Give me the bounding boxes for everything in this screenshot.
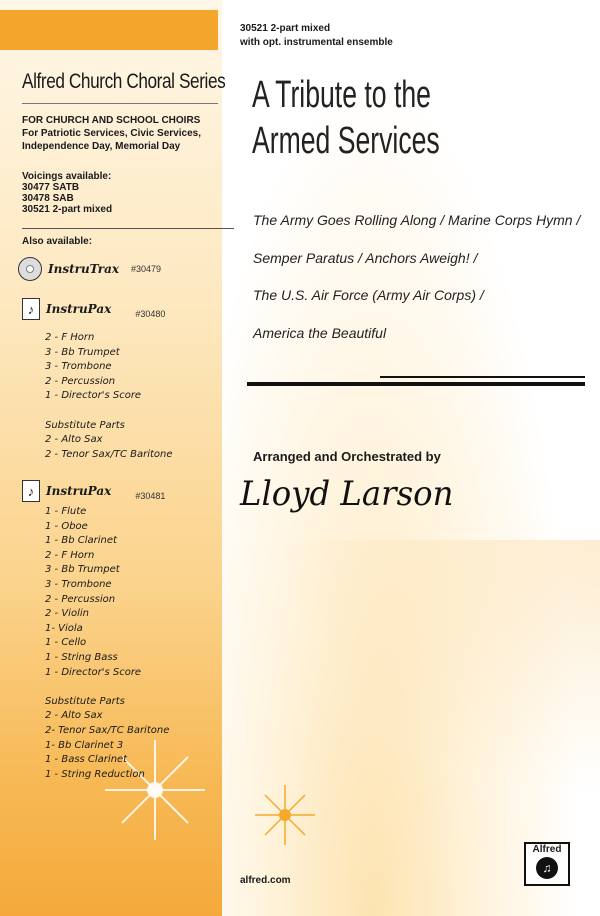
divider bbox=[22, 228, 234, 229]
usage-line: Independence Day, Memorial Day bbox=[22, 141, 181, 152]
music-note-icon: ♪ bbox=[22, 298, 40, 320]
alfred-logo bbox=[524, 842, 570, 886]
music-note-icon: ♪ bbox=[22, 480, 40, 502]
sidebar-accent-bar bbox=[0, 10, 218, 50]
divider bbox=[247, 382, 585, 386]
product-brand: InstruPax bbox=[46, 302, 112, 316]
voicing-item: 30521 2-part mixed bbox=[22, 204, 113, 215]
part-item: 2 - F Horn bbox=[45, 549, 95, 561]
product-number: #30481 bbox=[135, 491, 166, 501]
parts-list bbox=[45, 505, 169, 782]
product-number: #30480 bbox=[135, 309, 166, 319]
voicings-list bbox=[22, 171, 112, 215]
song-line: Semper Paratus / Anchors Aweigh! / bbox=[253, 249, 478, 266]
part-item: 1 - Cello bbox=[45, 637, 87, 649]
cd-icon bbox=[18, 257, 42, 281]
usage-line: For Patriotic Services, Civic Services, bbox=[22, 128, 201, 139]
part-item: 1 - Flute bbox=[45, 506, 87, 517]
song-line: The Army Goes Rolling Along / Marine Corps Hymn / bbox=[253, 212, 581, 228]
title-line: A Tribute to the bbox=[252, 74, 431, 116]
part-item: 2 - Alto Sax bbox=[45, 434, 103, 446]
sparkle-decoration bbox=[250, 780, 320, 850]
arranged-by-label: Arranged and Orchestrated by bbox=[253, 449, 441, 464]
catalog-info bbox=[240, 22, 393, 50]
website-link[interactable]: alfred.com bbox=[240, 875, 291, 886]
substitute-parts-title: Substitute Parts bbox=[45, 695, 125, 707]
part-item: 3 - Trombone bbox=[45, 578, 112, 590]
song-line: America the Beautiful bbox=[253, 324, 387, 341]
voicing-item: 30477 SATB bbox=[22, 182, 80, 193]
product-brand: InstruTrax bbox=[48, 262, 119, 276]
part-item: 2 - Alto Sax bbox=[45, 710, 103, 722]
usage-line: FOR CHURCH AND SCHOOL CHOIRS bbox=[22, 115, 201, 126]
page-title bbox=[252, 72, 440, 164]
part-item: 1 - Oboe bbox=[45, 520, 88, 532]
usage-info bbox=[22, 114, 201, 153]
part-item: 1- Viola bbox=[45, 622, 83, 634]
voicings-title: Voicings available: bbox=[22, 171, 112, 182]
part-item: 2 - F Horn bbox=[45, 332, 95, 343]
part-item: 2 - Percussion bbox=[45, 375, 116, 387]
song-list bbox=[253, 202, 580, 352]
divider bbox=[22, 103, 218, 104]
product-brand: InstruPax bbox=[46, 484, 112, 498]
product-instrutrax bbox=[18, 257, 161, 281]
divider bbox=[380, 376, 585, 378]
part-item: 2 - Percussion bbox=[45, 593, 116, 605]
title-line: Armed Services bbox=[252, 120, 440, 162]
part-item: 1- Bb Clarinet 3 bbox=[45, 739, 124, 751]
part-item: 1 - Director's Score bbox=[45, 666, 142, 678]
logo-text: Alfred bbox=[532, 844, 562, 855]
substitute-parts-title: Substitute Parts bbox=[45, 419, 125, 431]
catalog-line: with opt. instrumental ensemble bbox=[240, 37, 393, 48]
part-item: 2 - Violin bbox=[45, 608, 89, 620]
song-line: The U.S. Air Force (Army Air Corps) / bbox=[253, 287, 484, 303]
voicing-item: 30478 SAB bbox=[22, 193, 74, 204]
part-item: 1 - Bb Clarinet bbox=[45, 535, 117, 547]
part-item: 1 - String Bass bbox=[45, 651, 118, 663]
catalog-line: 30521 2-part mixed bbox=[240, 23, 331, 34]
part-item: 2 - Tenor Sax/TC Baritone bbox=[45, 448, 173, 460]
product-number: #30479 bbox=[131, 264, 162, 274]
part-item: 1 - Director's Score bbox=[45, 390, 142, 402]
parts-list bbox=[45, 331, 173, 462]
logo-emblem-icon: ♫ bbox=[536, 857, 558, 879]
part-item: 1 - String Reduction bbox=[45, 768, 145, 780]
product-instrupax-2 bbox=[22, 480, 165, 502]
part-item: 3 - Bb Trumpet bbox=[45, 564, 120, 576]
part-item: 3 - Bb Trumpet bbox=[45, 346, 120, 358]
part-item: 1 - Bass Clarinet bbox=[45, 754, 128, 766]
series-title: Alfred Church Choral Series bbox=[22, 70, 226, 93]
part-item: 3 - Trombone bbox=[45, 361, 112, 373]
arranger-signature: Lloyd Larson bbox=[240, 474, 454, 514]
also-available-heading: Also available: bbox=[22, 236, 93, 247]
product-instrupax-1 bbox=[22, 298, 165, 320]
part-item: 2- Tenor Sax/TC Baritone bbox=[45, 724, 170, 736]
